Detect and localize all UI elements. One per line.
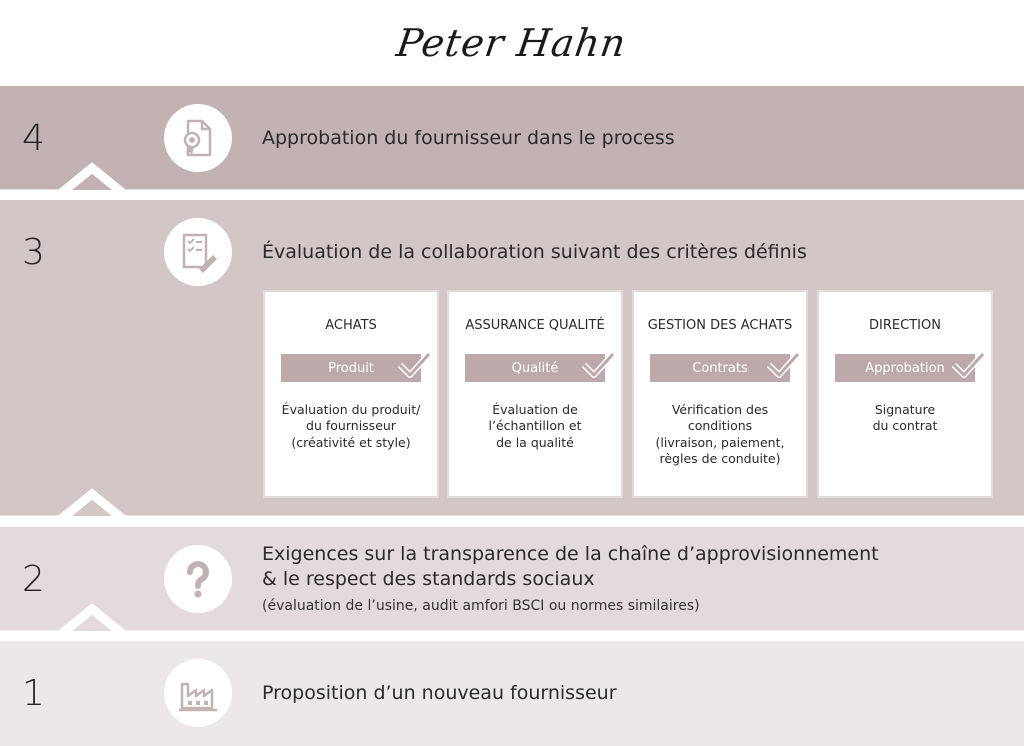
card-desc-line: du contrat: [872, 418, 938, 434]
step-4-title: Approbation du fournisseur dans le process: [262, 127, 675, 149]
card-title: ACHATS: [325, 318, 377, 333]
step-4-band: [0, 86, 1024, 190]
step-1-title: Proposition d’un nouveau fournisseur: [262, 682, 617, 704]
step-1-number: 1: [22, 673, 45, 714]
card-description: [457, 402, 613, 451]
card-desc-line: (créativité et style): [291, 434, 411, 450]
checkmark-icon: [397, 350, 431, 380]
card-desc-line: Vérification des: [671, 402, 769, 417]
card-title: GESTION DES ACHATS: [647, 318, 793, 333]
card-description: [827, 402, 983, 435]
card-tag: Qualité: [465, 354, 605, 382]
card-achats: [263, 290, 439, 498]
card-gestion-des-achats: [632, 290, 808, 498]
step-2-note: (évaluation de l’usine, audit amfori BSCI ou normes similaires): [262, 598, 700, 614]
checkmark-icon: [581, 350, 615, 380]
brand-logo-text: Peter Hahn: [394, 21, 630, 65]
step-2-title-line: & le respect des standards sociaux: [262, 567, 595, 590]
certificate-document-icon: [164, 104, 232, 172]
card-direction: [817, 290, 993, 498]
card-desc-line: conditions: [687, 418, 753, 434]
factory-icon: [164, 659, 232, 727]
step-3-number: 3: [22, 232, 45, 273]
card-description: [273, 402, 429, 451]
card-description: [642, 402, 798, 467]
card-tag: Contrats: [650, 354, 790, 382]
step-3-title: Évaluation de la collaboration suivant des critères définis: [262, 241, 807, 263]
step-1-band: [0, 641, 1024, 746]
card-desc-line: l’échantillon et: [488, 418, 582, 434]
step-4-number: 4: [22, 118, 45, 159]
card-desc-line: Évaluation de: [492, 402, 578, 417]
card-assurance-qualite: [447, 290, 623, 498]
checklist-clipboard-icon: [164, 218, 232, 286]
step-2-title: [262, 542, 879, 591]
card-title: ASSURANCE QUALITÉ: [465, 318, 605, 333]
card-desc-line: règles de conduite): [659, 450, 781, 466]
card-desc-line: Signature: [874, 402, 936, 417]
question-mark-icon: [164, 545, 232, 613]
step-2-title-line: Exigences sur la transparence de la chaîne d’approvisionnement: [262, 543, 879, 565]
checkmark-icon: [951, 350, 985, 380]
card-title: DIRECTION: [869, 318, 941, 333]
card-desc-line: (livraison, paiement,: [655, 434, 785, 450]
card-desc-line: de la qualité: [496, 434, 574, 450]
step-2-number: 2: [22, 559, 45, 600]
card-tag: Produit: [281, 354, 421, 382]
brand-logo: [0, 0, 1024, 86]
card-desc-line: Évaluation du produit/: [281, 402, 421, 417]
card-tag: Approbation: [835, 354, 975, 382]
step-2-band: [0, 527, 1024, 631]
checkmark-icon: [766, 350, 800, 380]
card-desc-line: du fournisseur: [306, 418, 396, 434]
